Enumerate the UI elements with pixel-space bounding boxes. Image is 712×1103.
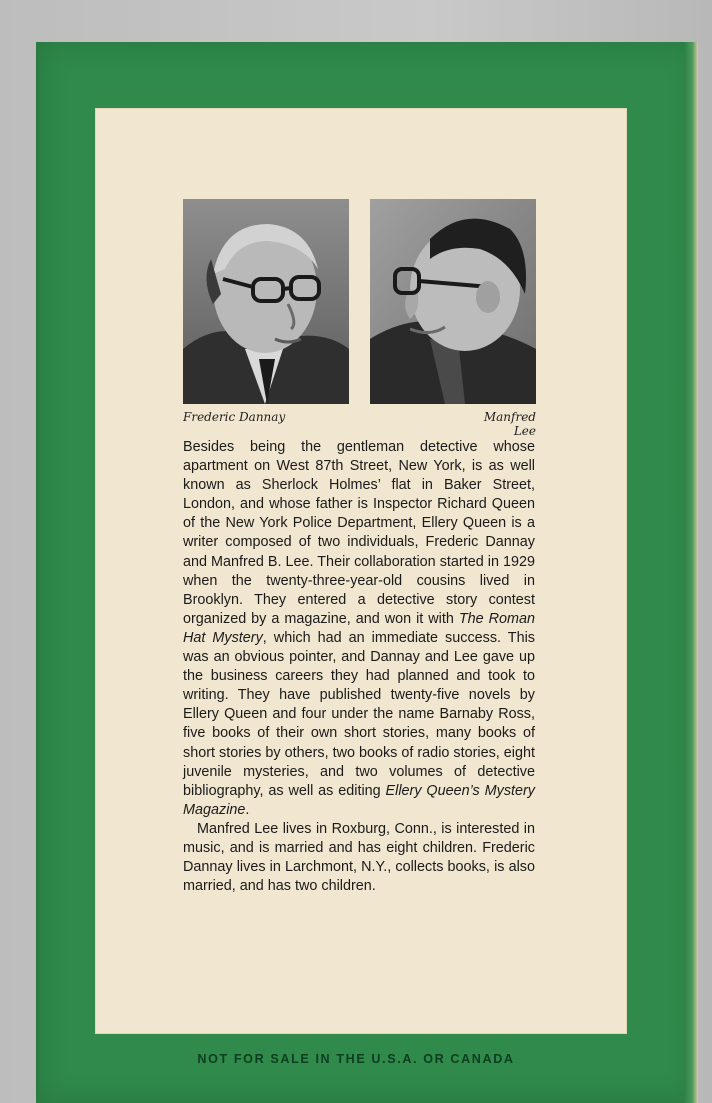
- caption-left: Frederic Dannay: [183, 410, 286, 424]
- portrait-frederic-dannay: [183, 199, 349, 404]
- bio-text-part-3: .: [245, 801, 250, 818]
- portrait-manfred-lee: [370, 199, 536, 404]
- book-title-roman-hat-mystery: The Roman Hat Mystery: [183, 610, 536, 646]
- biography-paragraph-1: [183, 438, 535, 820]
- magazine-title: Ellery Queen’s Mystery Magazine: [183, 782, 536, 818]
- bio-text-part-2: , which had an immediate success. This was an obvious pointer, and Dannay and Lee gave up the business careers they had planned and took to writing. They have published twenty-five novels by Ellery Queen and four under the name Barnaby Ross, five books of their own short stories, many books of short stories by others, two books of radio stories, eight juvenile mysteries, and two volumes of detective bibliography, as well as editing: [183, 629, 535, 799]
- text-panel: [95, 108, 627, 1034]
- sale-restriction-notice: NOT FOR SALE IN THE U.S.A. OR CANADA: [197, 1052, 515, 1066]
- bio-text-part-1: Besides being the gentleman detective whose apartment on West 87th Street, New York, is as well known as Sherlock Holmes’ flat in Baker Street, London, and whose father is Inspector Richard Queen of the New York Police Department, Ellery Queen is a writer composed of two individuals, Frederic Dannay and Manfred B. Lee. Their collaboration started in 1929 when the twenty-three-year-old cousins lived in Brooklyn. They entered a detective story contest organized by a magazine, and won it with: [183, 439, 535, 627]
- spine-edge: [684, 42, 698, 1103]
- caption-right: Manfred Lee: [483, 410, 536, 438]
- green-cover: [36, 42, 698, 1103]
- author-biography: [183, 438, 535, 896]
- biography-paragraph-2: Manfred Lee lives in Roxburg, Conn., is interested in music, and is married and has eight children. Frederic Dannay lives in Larchmont, N.Y., collects books, is also married, and has two children.: [183, 820, 535, 895]
